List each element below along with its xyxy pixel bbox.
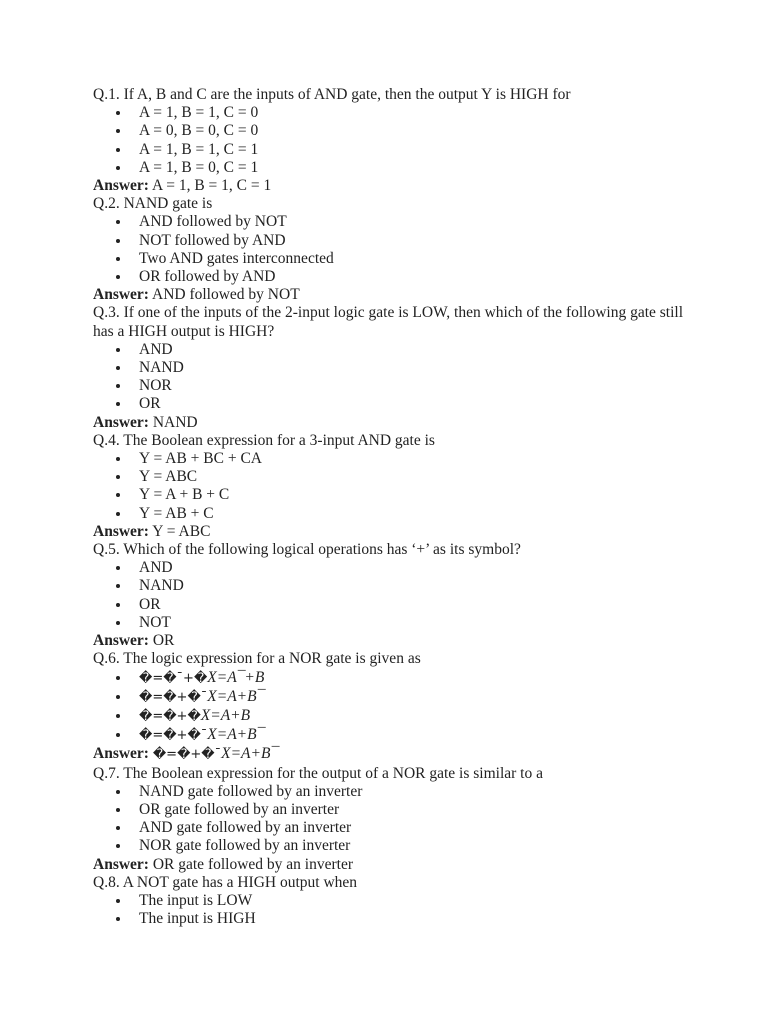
- question-7: Q.7. The Boolean expression for the output of a NOR gate is similar to a: [93, 764, 543, 782]
- option: A = 1, B = 1, C = 0: [93, 104, 693, 122]
- answer-7: [93, 856, 693, 874]
- question-3: Q.3. If one of the inputs of the 2-input logic gate is LOW, then which of the following gate still has a HIGH output is HIGH?: [93, 304, 684, 340]
- garbled-formula: �=�+�: [139, 708, 201, 724]
- answer-text: OR gate followed by an inverter: [152, 855, 353, 873]
- option: NOT: [93, 614, 693, 632]
- option: AND: [93, 341, 693, 359]
- question-4: Q.4. The Boolean expression for a 3-input AND gate is: [93, 431, 435, 449]
- option: Two AND gates interconnected: [93, 250, 693, 268]
- option: OR: [93, 395, 693, 413]
- option: [93, 669, 693, 688]
- math-formula: X=A+B¯: [207, 726, 265, 744]
- math-formula: X=A+B¯: [207, 687, 265, 705]
- option: NAND gate followed by an inverter: [93, 783, 693, 801]
- option: NOR gate followed by an inverter: [93, 837, 693, 855]
- answer-3: [93, 414, 693, 432]
- answer-label: Answer:: [93, 632, 149, 650]
- option: Y = AB + C: [93, 505, 693, 523]
- answer-label: Answer:: [93, 413, 149, 431]
- garbled-formula: �=�+�¯: [139, 689, 208, 705]
- garbled-formula: �=�+�¯: [152, 747, 222, 763]
- question-2: Q.2. NAND gate is: [93, 195, 213, 213]
- option: NAND: [93, 577, 693, 595]
- option: OR: [93, 596, 693, 614]
- option: OR followed by AND: [93, 268, 693, 286]
- answer-label: Answer:: [93, 522, 149, 540]
- option: Y = ABC: [93, 468, 693, 486]
- answer-text: OR: [152, 632, 175, 650]
- answer-6: [93, 745, 693, 764]
- options-list-4: [93, 450, 693, 523]
- option: AND gate followed by an inverter: [93, 819, 693, 837]
- question-8: Q.8. A NOT gate has a HIGH output when: [93, 873, 358, 891]
- options-list-5: [93, 559, 693, 632]
- answer-text: NAND: [152, 413, 198, 431]
- answer-text: Y = ABC: [152, 522, 211, 540]
- option: A = 1, B = 0, C = 1: [93, 159, 693, 177]
- option: NAND: [93, 359, 693, 377]
- options-list-8: [93, 892, 693, 928]
- options-list-3: [93, 341, 693, 414]
- answer-4: [93, 523, 693, 541]
- option: AND: [93, 559, 693, 577]
- answer-text: AND followed by NOT: [152, 286, 300, 304]
- answer-label: Answer:: [93, 286, 149, 304]
- options-list-6: [93, 669, 693, 746]
- option: Y = A + B + C: [93, 486, 693, 504]
- answer-label: Answer:: [93, 177, 149, 195]
- option: Y = AB + BC + CA: [93, 450, 693, 468]
- option: A = 1, B = 1, C = 1: [93, 141, 693, 159]
- options-list-7: [93, 783, 693, 856]
- question-6: Q.6. The logic expression for a NOR gate is given as: [93, 650, 421, 668]
- option: [93, 688, 693, 707]
- option: [93, 707, 693, 726]
- answer-2: [93, 286, 693, 304]
- math-formula: X=A¯+B: [207, 668, 265, 686]
- math-formula: X=A+B¯: [221, 745, 279, 763]
- garbled-formula: �=�¯+�: [139, 670, 208, 686]
- option: NOR: [93, 377, 693, 395]
- answer-1: [93, 177, 693, 195]
- option: The input is LOW: [93, 892, 693, 910]
- option: The input is HIGH: [93, 910, 693, 928]
- option: OR gate followed by an inverter: [93, 801, 693, 819]
- answer-label: Answer:: [93, 855, 149, 873]
- math-formula: X=A+B: [200, 706, 251, 724]
- option: A = 0, B = 0, C = 0: [93, 122, 693, 140]
- answer-text: A = 1, B = 1, C = 1: [152, 177, 272, 195]
- answer-label: Answer:: [93, 745, 149, 763]
- question-5: Q.5. Which of the following logical operations has ‘+’ as its symbol?: [93, 541, 521, 559]
- option: AND followed by NOT: [93, 213, 693, 231]
- garbled-formula: �=�+�¯: [139, 728, 208, 744]
- options-list-2: [93, 213, 693, 286]
- question-1: Q.1. If A, B and C are the inputs of AND gate, then the output Y is HIGH for: [93, 86, 571, 103]
- answer-5: [93, 632, 693, 650]
- option: NOT followed by AND: [93, 232, 693, 250]
- document-page: [93, 86, 693, 928]
- options-list-1: [93, 104, 693, 177]
- option: [93, 726, 693, 745]
